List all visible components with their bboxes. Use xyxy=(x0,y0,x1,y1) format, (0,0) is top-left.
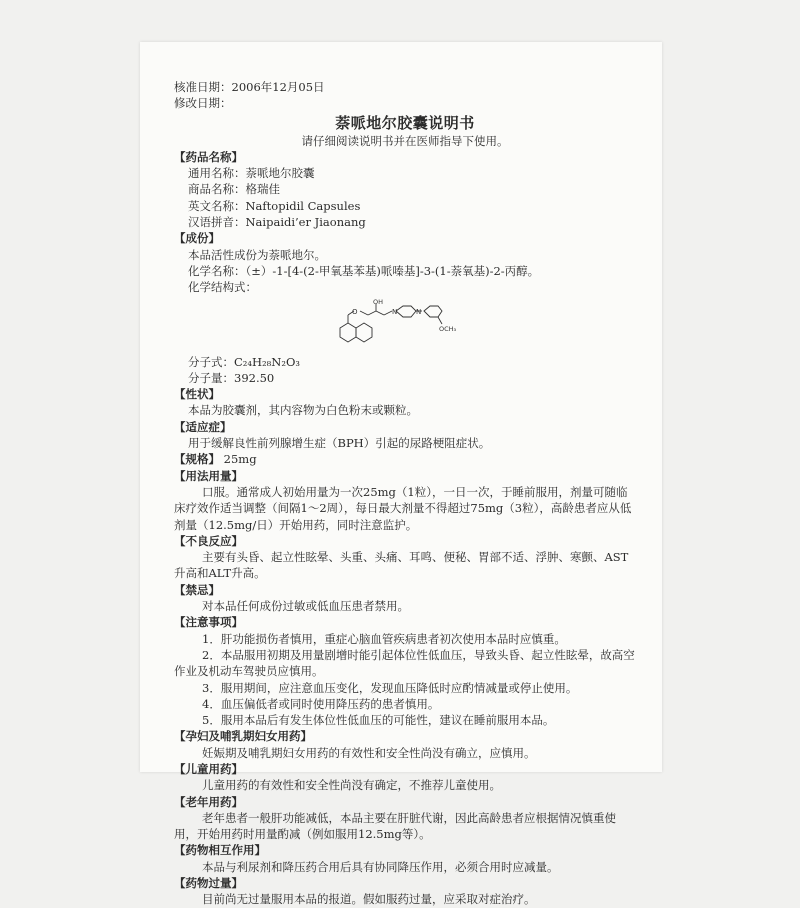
section-heading-composition: 【成份】 xyxy=(174,231,220,246)
interactions-text: 本品与利尿剂和降压药合用后具有协同降压作用，必须合用时应减量。 xyxy=(202,859,559,874)
pregnancy-text: 妊娠期及哺乳期妇女用药的有效性和安全性尚没有确立，应慎用。 xyxy=(202,745,536,760)
chemical-structure-diagram xyxy=(326,298,476,356)
spec-row xyxy=(174,451,636,467)
section-heading-indication: 【适应症】 xyxy=(174,419,232,434)
section-heading-appearance: 【性状】 xyxy=(174,387,220,402)
chemical-name: 化学名称：（±）-1-[4-(2-甲氧基苯基)哌嗪基]-3-(1-萘氧基)-2-丙醇。 xyxy=(188,263,540,278)
adverse-text: 主要有头昏、起立性眩晕、头重、头痛、耳鸣、便秘、胃部不适、浮肿、寒颤、AST升高和ALT升高。 xyxy=(174,550,629,581)
structure-label: 化学结构式： xyxy=(188,280,257,295)
document-subtitle: 请仔细阅读说明书并在医师指导下使用。 xyxy=(301,133,509,148)
section-heading-dosage: 【用法用量】 xyxy=(174,468,243,483)
section-heading-contraindications: 【禁忌】 xyxy=(174,582,220,597)
spec-value: 25mg xyxy=(223,452,257,467)
section-heading-elderly: 【老年用药】 xyxy=(174,794,243,809)
english-name: 英文名称：Naftopidil Capsules xyxy=(188,198,361,213)
pinyin-name: 汉语拼音：Naipaidi’er Jiaonang xyxy=(188,215,366,230)
active-ingredient: 本品活性成份为萘哌地尔。 xyxy=(188,247,326,262)
section-heading-children: 【儿童用药】 xyxy=(174,761,243,776)
chemical-structure xyxy=(174,296,636,354)
generic-name: 通用名称：萘哌地尔胶囊 xyxy=(188,166,315,181)
structure-n1-label: N xyxy=(392,307,398,316)
structure-oh-label: OH xyxy=(373,297,384,306)
section-heading-precautions: 【注意事项】 xyxy=(174,615,243,630)
section-heading-drug-name: 【药品名称】 xyxy=(174,149,243,164)
section-heading-spec: 【规格】 xyxy=(174,452,220,467)
children-text: 儿童用药的有效性和安全性尚没有确定，不推荐儿童使用。 xyxy=(202,778,501,793)
molecular-formula: 分子式：C₂₄H₂₈N₂O₃ xyxy=(188,354,300,369)
precaution-item: 2．本品服用初期及用量剧增时能引起体位性低血压，导致头昏、起立性眩晕，故高空作业及机动车驾驶员应慎用。 xyxy=(174,647,635,679)
indication-text: 用于缓解良性前列腺增生症（BPH）引起的尿路梗阻症状。 xyxy=(188,436,491,451)
approve-date: 核准日期：2006年12月05日 xyxy=(174,80,325,94)
precaution-item: 5．服用本品后有发生体位性低血压的可能性，建议在睡前服用本品。 xyxy=(202,713,555,728)
section-heading-pregnancy: 【孕妇及哺乳期妇女用药】 xyxy=(174,729,312,744)
precaution-item: 3．服用期间，应注意血压变化，发现血压降低时应酌情减量或停止使用。 xyxy=(202,680,578,695)
molecular-weight: 分子量：392.50 xyxy=(188,370,275,385)
section-heading-interactions: 【药物相互作用】 xyxy=(174,843,266,858)
section-heading-overdose: 【药物过量】 xyxy=(174,876,243,891)
structure-oxygen-label: O xyxy=(352,307,358,316)
precaution-item: 4．血压偏低者或同时使用降压药的患者慎用。 xyxy=(202,696,440,711)
precaution-item: 1．肝功能损伤者慎用，重症心脑血管疾病患者初次使用本品时应慎重。 xyxy=(202,631,566,646)
contraindications-text: 对本品任何成份过敏或低血压患者禁用。 xyxy=(202,599,409,614)
structure-n2-label: N xyxy=(416,307,422,316)
trade-name: 商品名称：格瑞佳 xyxy=(188,182,280,197)
dosage-text: 口服。通常成人初始用量为一次25mg（1粒），一日一次，于睡前服用，剂量可随临床疗效作适当调整（间隔1～2周），每日最大剂量不得超过75mg（3粒），高龄患者应从低剂量（12.5mg/日）开始用药，同时注意监护。 xyxy=(174,484,632,532)
section-heading-adverse: 【不良反应】 xyxy=(174,533,243,548)
revise-date: 修改日期： xyxy=(174,96,232,111)
structure-och3-label: OCH₃ xyxy=(439,324,457,333)
appearance-text: 本品为胶囊剂，其内容物为白色粉末或颗粒。 xyxy=(188,403,418,418)
leaflet-document xyxy=(174,79,636,908)
document-title: 萘哌地尔胶囊说明书 xyxy=(335,113,475,132)
elderly-text: 老年患者一般肝功能减低，本品主要在肝脏代谢，因此高龄患者应根据情况慎重使用，开始用药时用量酌减（例如服用12.5mg等）。 xyxy=(174,810,616,842)
overdose-text: 目前尚无过量服用本品的报道。假如服药过量，应采取对症治疗。 xyxy=(202,892,536,907)
